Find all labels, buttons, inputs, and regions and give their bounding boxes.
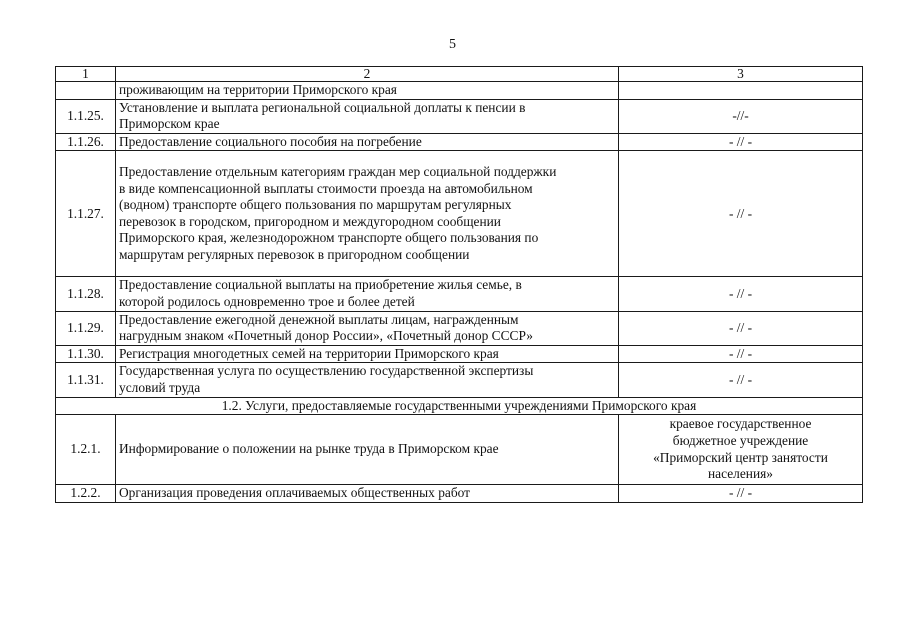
table-row bbox=[56, 345, 863, 363]
executor-line: - // - bbox=[728, 345, 753, 361]
description-line: Организация проведения оплачиваемых общественных работ bbox=[119, 485, 471, 501]
executor-line: - // - bbox=[728, 205, 753, 221]
row-description bbox=[116, 485, 619, 503]
description-line: Предоставление отдельным категориям граждан мер социальной поддержки bbox=[119, 164, 557, 180]
description-line: маршрутам регулярных перевозок в пригородном сообщении bbox=[119, 247, 470, 263]
row-executor bbox=[619, 151, 863, 277]
description-line: Предоставление ежегодной денежной выплаты лицам, награжденным bbox=[119, 311, 519, 327]
row-description bbox=[116, 133, 619, 151]
description-line: Предоставление социального пособия на погребение bbox=[119, 133, 422, 149]
row-executor bbox=[619, 311, 863, 345]
executor-line: - // - bbox=[728, 485, 753, 501]
table-row bbox=[56, 363, 863, 397]
row-executor bbox=[619, 99, 863, 133]
row-number: 1.1.27. bbox=[56, 151, 116, 277]
description-line: условий труда bbox=[119, 379, 201, 395]
row-number: 1.1.30. bbox=[56, 345, 116, 363]
row-number: 1.1.31. bbox=[56, 363, 116, 397]
description-line: Установление и выплата региональной социальной доплаты к пенсии в bbox=[119, 99, 526, 115]
row-number: 1.2.1. bbox=[56, 415, 116, 485]
executor-line: краевое государственное bbox=[669, 416, 812, 432]
row-description bbox=[116, 363, 619, 397]
executor-line: «Приморский центр занятости bbox=[653, 449, 828, 465]
executor-line: - // - bbox=[728, 285, 753, 301]
description-line: перевозок в городском, пригородном и междугородном сообщении bbox=[119, 213, 501, 229]
executor-line: - // - bbox=[728, 319, 753, 335]
table-row bbox=[56, 99, 863, 133]
row-executor bbox=[619, 345, 863, 363]
header-col-2: 2 bbox=[116, 67, 619, 82]
executor-line: - // - bbox=[728, 371, 753, 387]
row-description bbox=[116, 151, 619, 277]
row-executor bbox=[619, 82, 863, 100]
table-row bbox=[56, 82, 863, 100]
description-line: Государственная услуга по осуществлению государственной экспертизы bbox=[119, 363, 534, 379]
table-row bbox=[56, 415, 863, 485]
section-title: 1.2. Услуги, предоставляемые государственными учреждениями Приморского края bbox=[56, 397, 863, 415]
row-executor bbox=[619, 363, 863, 397]
table-row bbox=[56, 277, 863, 311]
executor-line: населения» bbox=[708, 466, 773, 482]
row-number: 1.1.28. bbox=[56, 277, 116, 311]
row-description bbox=[116, 345, 619, 363]
description-line: Регистрация многодетных семей на территории Приморского края bbox=[119, 345, 499, 361]
table-row bbox=[56, 133, 863, 151]
row-description bbox=[116, 99, 619, 133]
row-executor bbox=[619, 133, 863, 151]
table-row bbox=[56, 485, 863, 503]
description-line: Информирование о положении на рынке труда в Приморском крае bbox=[119, 441, 499, 457]
description-line: Приморского края, железнодорожном транспорте общего пользования по bbox=[119, 230, 539, 246]
services-table bbox=[55, 66, 863, 503]
services-table-body bbox=[56, 67, 863, 503]
page-number: 5 bbox=[449, 37, 456, 52]
description-line: Приморском крае bbox=[119, 116, 220, 132]
row-executor bbox=[619, 485, 863, 503]
row-number: 1.2.2. bbox=[56, 485, 116, 503]
description-line: проживающим на территории Приморского края bbox=[119, 82, 397, 97]
row-number bbox=[56, 82, 116, 100]
description-line: нагрудным знаком «Почетный донор России», «Почетный донор СССР» bbox=[119, 328, 533, 344]
description-line: в виде компенсационной выплаты стоимости проезда на автомобильном bbox=[119, 180, 533, 196]
row-description bbox=[116, 82, 619, 100]
executor-line: бюджетное учреждение bbox=[672, 433, 809, 449]
table-header-row bbox=[56, 67, 863, 82]
table-row bbox=[56, 151, 863, 277]
row-description bbox=[116, 311, 619, 345]
row-executor bbox=[619, 415, 863, 485]
executor-line: -//- bbox=[732, 107, 749, 123]
row-executor bbox=[619, 277, 863, 311]
header-col-1: 1 bbox=[56, 67, 116, 82]
row-description bbox=[116, 415, 619, 485]
row-number: 1.1.25. bbox=[56, 99, 116, 133]
row-description bbox=[116, 277, 619, 311]
description-line: которой родилось одновременно трое и более детей bbox=[119, 293, 415, 309]
executor-line: - // - bbox=[728, 133, 753, 149]
row-number: 1.1.26. bbox=[56, 133, 116, 151]
description-line: (водном) транспорте общего пользования по маршрутам регулярных bbox=[119, 197, 512, 213]
description-line: Предоставление социальной выплаты на приобретение жилья семье, в bbox=[119, 277, 522, 293]
section-header-row bbox=[56, 397, 863, 415]
row-number: 1.1.29. bbox=[56, 311, 116, 345]
table-row bbox=[56, 311, 863, 345]
header-col-3: 3 bbox=[619, 67, 863, 82]
